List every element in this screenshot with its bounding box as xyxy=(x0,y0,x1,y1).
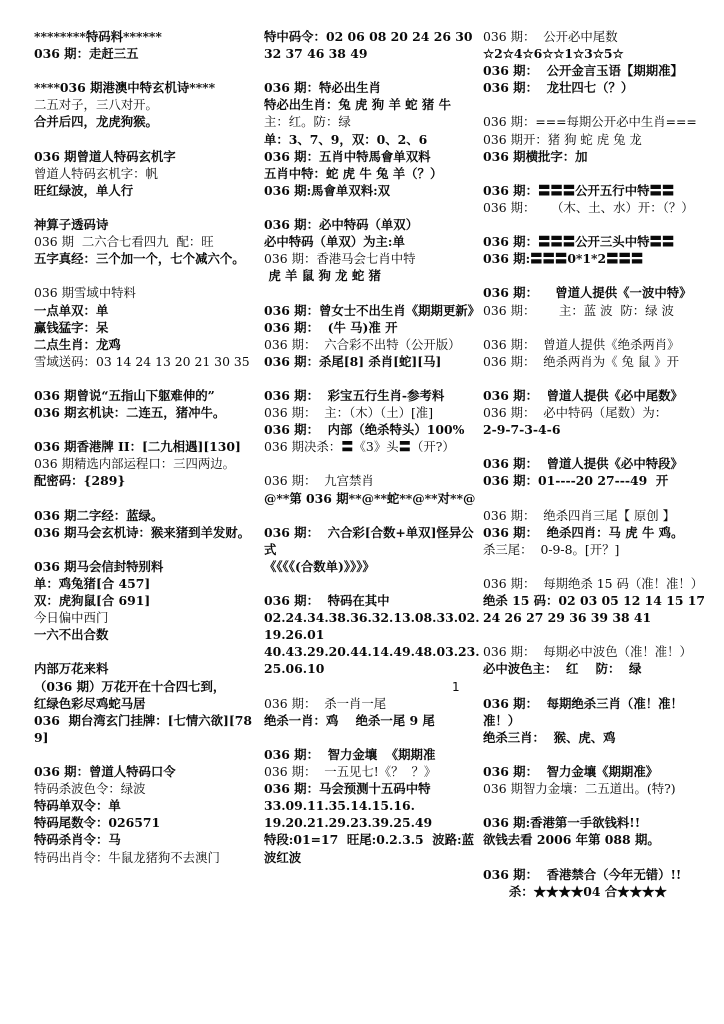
text-line: 《《《《(合数单)》》》》 xyxy=(264,558,375,574)
text-line: 主：红。防：绿 xyxy=(264,114,351,130)
text-line: 036 期： 彩宝五行生肖-参考料 xyxy=(264,387,445,403)
column-middle xyxy=(264,28,480,866)
text-line: 036 期： 龙壮四七（？） xyxy=(483,80,634,96)
text-line: 036 期： （木、土、水）开：（？） xyxy=(483,199,694,215)
text-line: @**第 036 期**@**蛇**@**对**@ xyxy=(264,490,476,506)
text-line: 036 期： (牛 马)准 开 xyxy=(264,319,398,335)
text-line: 绝杀三肖： 猴、虎、鸡 xyxy=(483,729,616,745)
spacer xyxy=(34,199,262,216)
spacer xyxy=(483,165,705,182)
spacer xyxy=(34,746,262,763)
text-line: 036 期香港牌 II：[二九相遇][130] xyxy=(34,439,241,455)
text-line: 036 期： 绝杀两肖为《 兔 鼠 》开 xyxy=(483,353,679,369)
text-line: 神算子透码诗 xyxy=(34,217,109,233)
text-line: 036 期：〓〓〓公开五行中特〓〓 xyxy=(483,182,675,198)
text-line: 036 期： 六合彩[合数+单双]怪异公式 xyxy=(264,524,474,557)
spacer xyxy=(34,421,262,438)
text-line: 036 期： 特码在其中 xyxy=(264,593,390,609)
text-line: 036 期： 曾道人提供《必中尾数》 xyxy=(483,387,683,403)
text-line: 036 期精选内部运程口：三四两边。 xyxy=(34,456,236,472)
text-line: 五肖中特：蛇 虎 牛 兔 羊（？） xyxy=(264,165,443,181)
text-line: 特码出肖令：牛鼠龙猪狗不去澳门 xyxy=(34,849,220,865)
text-line: 036 期： 曾道人提供《必中特段》 xyxy=(483,456,683,472)
text-line: 五字真经：三个加一个，七个减六个。 xyxy=(34,251,245,267)
text-line: 036 期曾说“五指山下躯难伸的” xyxy=(34,387,215,403)
text-line: 配密码：{289} xyxy=(34,473,126,489)
text-line: 036 期： 必中特码（尾数）为： xyxy=(483,405,668,421)
text-line: ********特码料****** xyxy=(34,29,162,44)
spacer xyxy=(34,643,262,660)
text-line: 特必出生肖：兔 虎 狗 羊 蛇 猪 牛 xyxy=(264,97,451,113)
spacer xyxy=(264,284,480,301)
spacer xyxy=(34,370,262,387)
text-line: ☆2☆4☆6☆☆1☆3☆5☆ xyxy=(483,46,624,62)
spacer xyxy=(34,62,262,79)
text-line: 旺红绿波，单人行 xyxy=(34,182,134,198)
text-line: 036 期:香港第一手欲钱料!! xyxy=(483,815,641,831)
text-line: ****036 期港澳中特玄机诗**** xyxy=(34,80,216,96)
text-line: 036 期： 内部（绝杀特头）100% xyxy=(264,422,465,438)
text-line: 036 期：香港马会七肖中特 xyxy=(264,251,416,267)
text-line: 特码单双令：单 xyxy=(34,798,121,814)
spacer xyxy=(34,267,262,284)
text-line: 036 期： 九宫禁肖 xyxy=(264,473,374,489)
text-line: 036 期： 曾道人提供《一波中特》 xyxy=(483,285,692,301)
text-line: 036 期： 六合彩不出特（公开版） xyxy=(264,336,461,352)
text-line: 036 期： 主：（木）（土）[准] xyxy=(264,405,434,421)
text-line: 036 期： 香港禁合（今年无错）!! xyxy=(483,866,682,882)
text-line: 赢钱猛字：呆 xyxy=(34,319,109,335)
text-line: 一点单双：单 xyxy=(34,302,109,318)
text-line: 036 期：01----20 27---49 开 xyxy=(483,473,669,489)
text-line: 雪域送码：03 14 24 13 20 21 30 35 xyxy=(34,353,250,369)
text-line: 必中特码（单双）为主:单 xyxy=(264,234,405,250)
spacer xyxy=(483,678,705,695)
text-line: 036 期： 每期绝杀 15 码（准！准！） xyxy=(483,576,704,591)
text-line: 036 期： 主：蓝 波 防：绿 波 xyxy=(483,302,674,318)
text-line: 036 期：曾女士不出生肖《期期更新》 xyxy=(264,302,481,318)
spacer xyxy=(483,370,705,387)
text-line: 036 期： 智力金壤《期期准》 xyxy=(483,764,659,780)
text-line: 036 期： 每期绝杀三肖（准！准！准！） xyxy=(483,695,683,728)
text-line: 绝杀 15 码：02 03 05 12 14 15 17 24 26 27 29 36 39 38 41 xyxy=(483,593,710,626)
column-right xyxy=(483,28,710,900)
text-line: 036 期雪域中特料 xyxy=(34,285,136,301)
text-line: 036 期决杀：〓《3》头〓（开?） xyxy=(264,439,455,455)
spacer xyxy=(483,849,705,866)
text-line: 036 期:馬會单双料:双 xyxy=(264,182,391,198)
text-line: 02.24.34.38.36.32.13.08.33.02.19.26.01 xyxy=(264,610,480,643)
text-line: 036 期： 一五见七!《？ ？》 xyxy=(264,764,437,780)
spacer xyxy=(483,797,705,814)
column-left xyxy=(34,28,262,866)
text-line: 双：虎狗鼠[合 691] xyxy=(34,593,151,609)
text-line: 单：3、7、9，双：0、2、6 xyxy=(264,131,428,147)
text-line: 036 期：五肖中特馬會单双料 xyxy=(264,148,431,164)
text-line: 036 期：特必出生肖 xyxy=(264,80,381,96)
text-line: 特码杀波色令：绿波 xyxy=(34,781,146,797)
text-line: 一六不出合数 xyxy=(34,627,109,643)
spacer xyxy=(264,455,480,472)
text-line: 必中波色主： 红 防： 绿 xyxy=(483,661,642,677)
text-line: 内部万花来料 xyxy=(34,661,109,677)
text-line: 036 期： 绝杀四肖：马 虎 牛 鸡。 xyxy=(483,524,684,540)
spacer xyxy=(264,370,480,387)
text-line: 2-9-7-3-4-6 xyxy=(483,422,561,438)
spacer xyxy=(483,438,705,455)
text-line: 036 期：杀尾[8] 杀肖[蛇][马] xyxy=(264,353,442,369)
text-line: 19.20.21.29.23.39.25.49 xyxy=(264,815,433,831)
text-line: 绝杀一肖：鸡 绝杀一尾 9 尾 xyxy=(264,712,435,728)
text-line: 036 期马会信封特别料 xyxy=(34,558,164,574)
text-line: 036 期：必中特码（单双） xyxy=(264,217,419,233)
spacer xyxy=(34,131,262,148)
text-line: 036 期 二六合七看四九 配：旺 xyxy=(34,234,214,250)
spacer xyxy=(264,575,480,592)
text-line: 036 期玄机诀：二连五，猪冲牛。 xyxy=(34,405,226,421)
text-line: （036 期）万花开在十合四七到， xyxy=(34,678,226,694)
spacer xyxy=(483,216,705,233)
text-line: 虎 羊 鼠 狗 龙 蛇 猪 xyxy=(264,268,381,284)
text-line: 特码杀肖令：马 xyxy=(34,832,121,848)
text-line: 036 期：马会预测十五码中特 xyxy=(264,781,431,797)
text-line: 杀三尾： 0-9-8。[开？] xyxy=(483,541,620,557)
text-line: 单：鸡兔猪[合 457] xyxy=(34,576,151,591)
text-line: 二五对子，三八对开。 xyxy=(34,97,158,113)
spacer xyxy=(483,319,705,336)
text-line: 036 期:〓〓〓0*1*2〓〓〓 xyxy=(483,251,644,267)
text-line: 特中码令：02 06 08 20 24 26 30 32 37 46 38 49 xyxy=(264,29,477,62)
text-line: 036 期： 曾道人提供《绝杀两肖》 xyxy=(483,336,680,352)
text-line: 036 期： 绝杀四肖三尾【 原创 】 xyxy=(483,507,676,523)
text-line: 036 期横批字：加 xyxy=(483,148,588,164)
text-line: 036 期： 公开金言玉语【期期准】 xyxy=(483,63,683,79)
spacer xyxy=(483,96,705,113)
text-line: 33.09.11.35.14.15.16. xyxy=(264,798,415,814)
text-line: 今日偏中西门 xyxy=(34,610,109,626)
text-line: 036 期开：猪 狗 蛇 虎 兔 龙 xyxy=(483,131,642,147)
text-line: 曾道人特码玄机字：帆 xyxy=(34,165,158,181)
text-line: 036 期马会玄机诗：猴来猪到羊发财。 xyxy=(34,524,251,540)
text-line: 036 期：走赶三五 xyxy=(34,46,139,62)
text-line: 二点生肖：龙鸡 xyxy=(34,336,121,352)
spacer xyxy=(483,626,705,643)
text-line: 036 期二字经：蓝绿。 xyxy=(34,507,164,523)
text-line: 036 期台湾玄门挂牌：[七情六欲][789] xyxy=(34,712,253,745)
text-line: 036 期：曾道人特码口令 xyxy=(34,764,176,780)
spacer xyxy=(264,678,480,695)
text-line: 036 期： 公开必中尾数 xyxy=(483,29,618,44)
spacer xyxy=(264,199,480,216)
text-line: 杀：★★★★04 合★★★★ xyxy=(483,883,667,899)
text-line: 036 期智力金壤：二五道出。(特?) xyxy=(483,781,676,797)
text-line: 036 期： 杀一肖一尾 xyxy=(264,695,387,711)
spacer xyxy=(264,507,480,524)
text-line: 合并后四，龙虎狗猴。 xyxy=(34,114,158,130)
spacer xyxy=(483,267,705,284)
text-line: 特段:01=17 旺尾:0.2.3.5 波路:蓝波红波 xyxy=(264,832,475,865)
text-line: 红绿色彩尽鸡蛇马居 xyxy=(34,695,146,711)
text-line: 036 期：===每期公开必中生肖=== xyxy=(483,114,697,130)
text-line: 40.43.29.20.44.14.49.48.03.23.25.06.10 xyxy=(264,644,480,677)
text-line: 欲钱去看 2006 年第 088 期。 xyxy=(483,832,660,848)
spacer xyxy=(483,490,705,507)
spacer xyxy=(483,558,705,575)
text-line: 036 期曾道人特码玄机字 xyxy=(34,148,176,164)
spacer xyxy=(34,541,262,558)
spacer xyxy=(264,729,480,746)
page-number: 1 xyxy=(452,680,460,694)
text-line: 036 期：〓〓〓公开三头中特〓〓 xyxy=(483,234,675,250)
text-line: 特码尾数令：026571 xyxy=(34,815,161,831)
text-line: 036 期： 智力金壤 《期期准 xyxy=(264,746,436,762)
spacer xyxy=(264,62,480,79)
spacer xyxy=(34,490,262,507)
text-line: 036 期： 每期必中波色（准！准！） xyxy=(483,644,692,660)
spacer xyxy=(483,746,705,763)
